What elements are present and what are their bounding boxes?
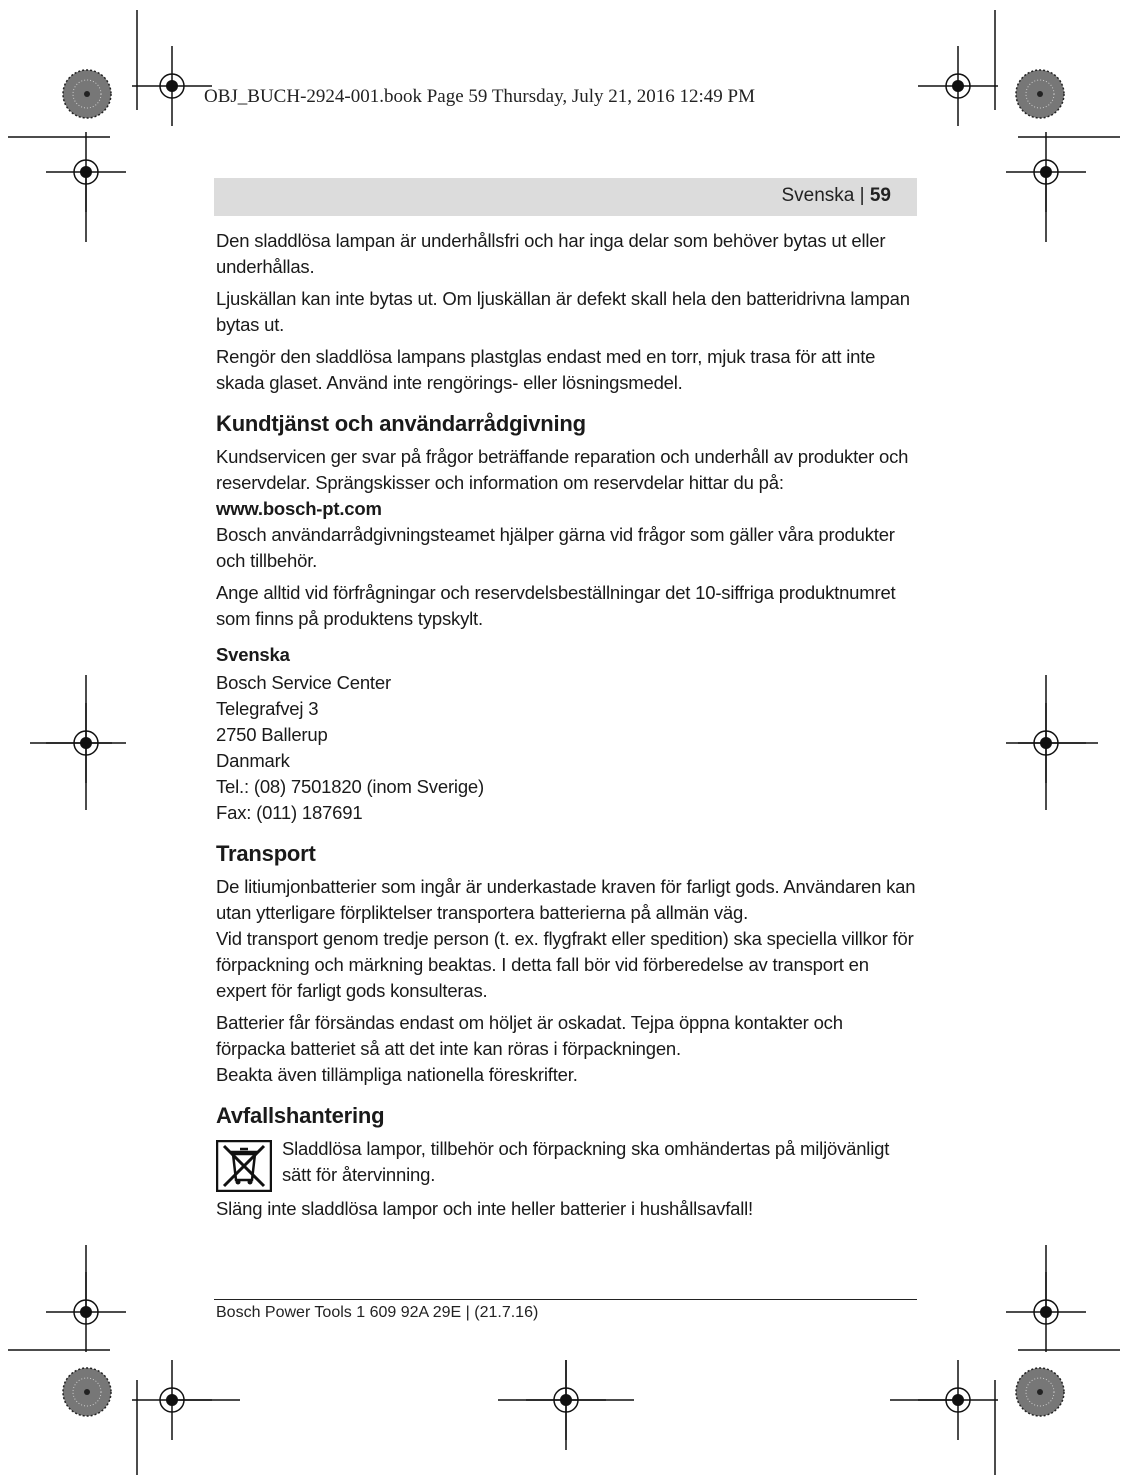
footer-divider xyxy=(214,1299,917,1300)
transport-paragraph: Vid transport genom tredje person (t. ex. flygfrakt eller spedition) ska speciella villkor för förpackning och märkning beaktas. I detta fall bör vid förberedelse av transport en expert för farligt gods konsulteras. xyxy=(216,928,914,1001)
intro-paragraph: Den sladdlösa lampan är underhållsfri och har inga delar som behöver bytas ut eller underhållas. xyxy=(216,230,886,277)
transport-paragraph: De litiumjonbatterier som ingår är underkastade kraven för farligt gods. Användaren kan utan ytterligare förpliktelser transportera batterierna på allmän väg. xyxy=(216,876,916,923)
country-heading: Svenska xyxy=(216,644,290,665)
disposal-heading: Avfallshantering xyxy=(216,1103,385,1128)
transport-heading: Transport xyxy=(216,841,316,866)
service-url-link[interactable]: www.bosch-pt.com xyxy=(216,498,382,519)
address-line: Fax: (011) 187691 xyxy=(216,802,363,823)
address-line: Danmark xyxy=(216,750,290,771)
header-language: Svenska | xyxy=(781,185,870,206)
service-paragraph: Bosch användarrådgivningsteamet hjälper gärna vid frågor som gäller våra produkter och tillbehör. xyxy=(216,524,895,571)
service-paragraph: Kundservicen ger svar på frågor beträffande reparation och underhåll av produkter och reservdelar. Sprängskisser och information om reservdelar hittar du på: xyxy=(216,446,909,493)
address-line: Tel.: (08) 7501820 (inom Sverige) xyxy=(216,776,484,797)
page-body xyxy=(216,228,916,1228)
page-number-label xyxy=(781,185,891,207)
service-address xyxy=(216,670,916,826)
disposal-notice xyxy=(216,1136,916,1192)
running-header xyxy=(214,178,917,216)
service-paragraph: Ange alltid vid förfrågningar och reservdelsbeställningar det 10-siffriga produktnumret som finns på produktens typskylt. xyxy=(216,582,896,629)
service-heading: Kundtjänst och användarrådgivning xyxy=(216,411,586,436)
disposal-paragraph: Sladdlösa lampor, tillbehör och förpackning ska omhändertas på miljövänligt sätt för återvinning. xyxy=(282,1138,890,1185)
address-line: 2750 Ballerup xyxy=(216,724,328,745)
intro-paragraph: Rengör den sladdlösa lampans plastglas endast med en torr, mjuk trasa för att inte skada glaset. Använd inte rengörings- eller lösningsmedel. xyxy=(216,346,876,393)
crossed-out-bin-icon xyxy=(216,1140,272,1192)
transport-paragraph: Batterier får försändas endast om höljet är oskadat. Tejpa öppna kontakter och förpacka batteriet så att det inte kan röras i förpackningen. xyxy=(216,1012,843,1059)
transport-paragraph: Beakta även tillämpliga nationella föreskrifter. xyxy=(216,1064,578,1085)
address-line: Bosch Service Center xyxy=(216,672,391,693)
address-line: Telegrafvej 3 xyxy=(216,698,319,719)
page-number: 59 xyxy=(869,185,891,206)
footer-text: Bosch Power Tools 1 609 92A 29E | (21.7.16) xyxy=(216,1304,539,1321)
intro-paragraph: Ljuskällan kan inte bytas ut. Om ljuskällan är defekt skall hela den batteridrivna lampan bytas ut. xyxy=(216,288,910,335)
disposal-paragraph: Släng inte sladdlösa lampor och inte heller batterier i hushållsavfall! xyxy=(216,1198,753,1219)
print-slug: OBJ_BUCH-2924-001.book Page 59 Thursday, July 21, 2016 12:49 PM xyxy=(204,86,756,107)
